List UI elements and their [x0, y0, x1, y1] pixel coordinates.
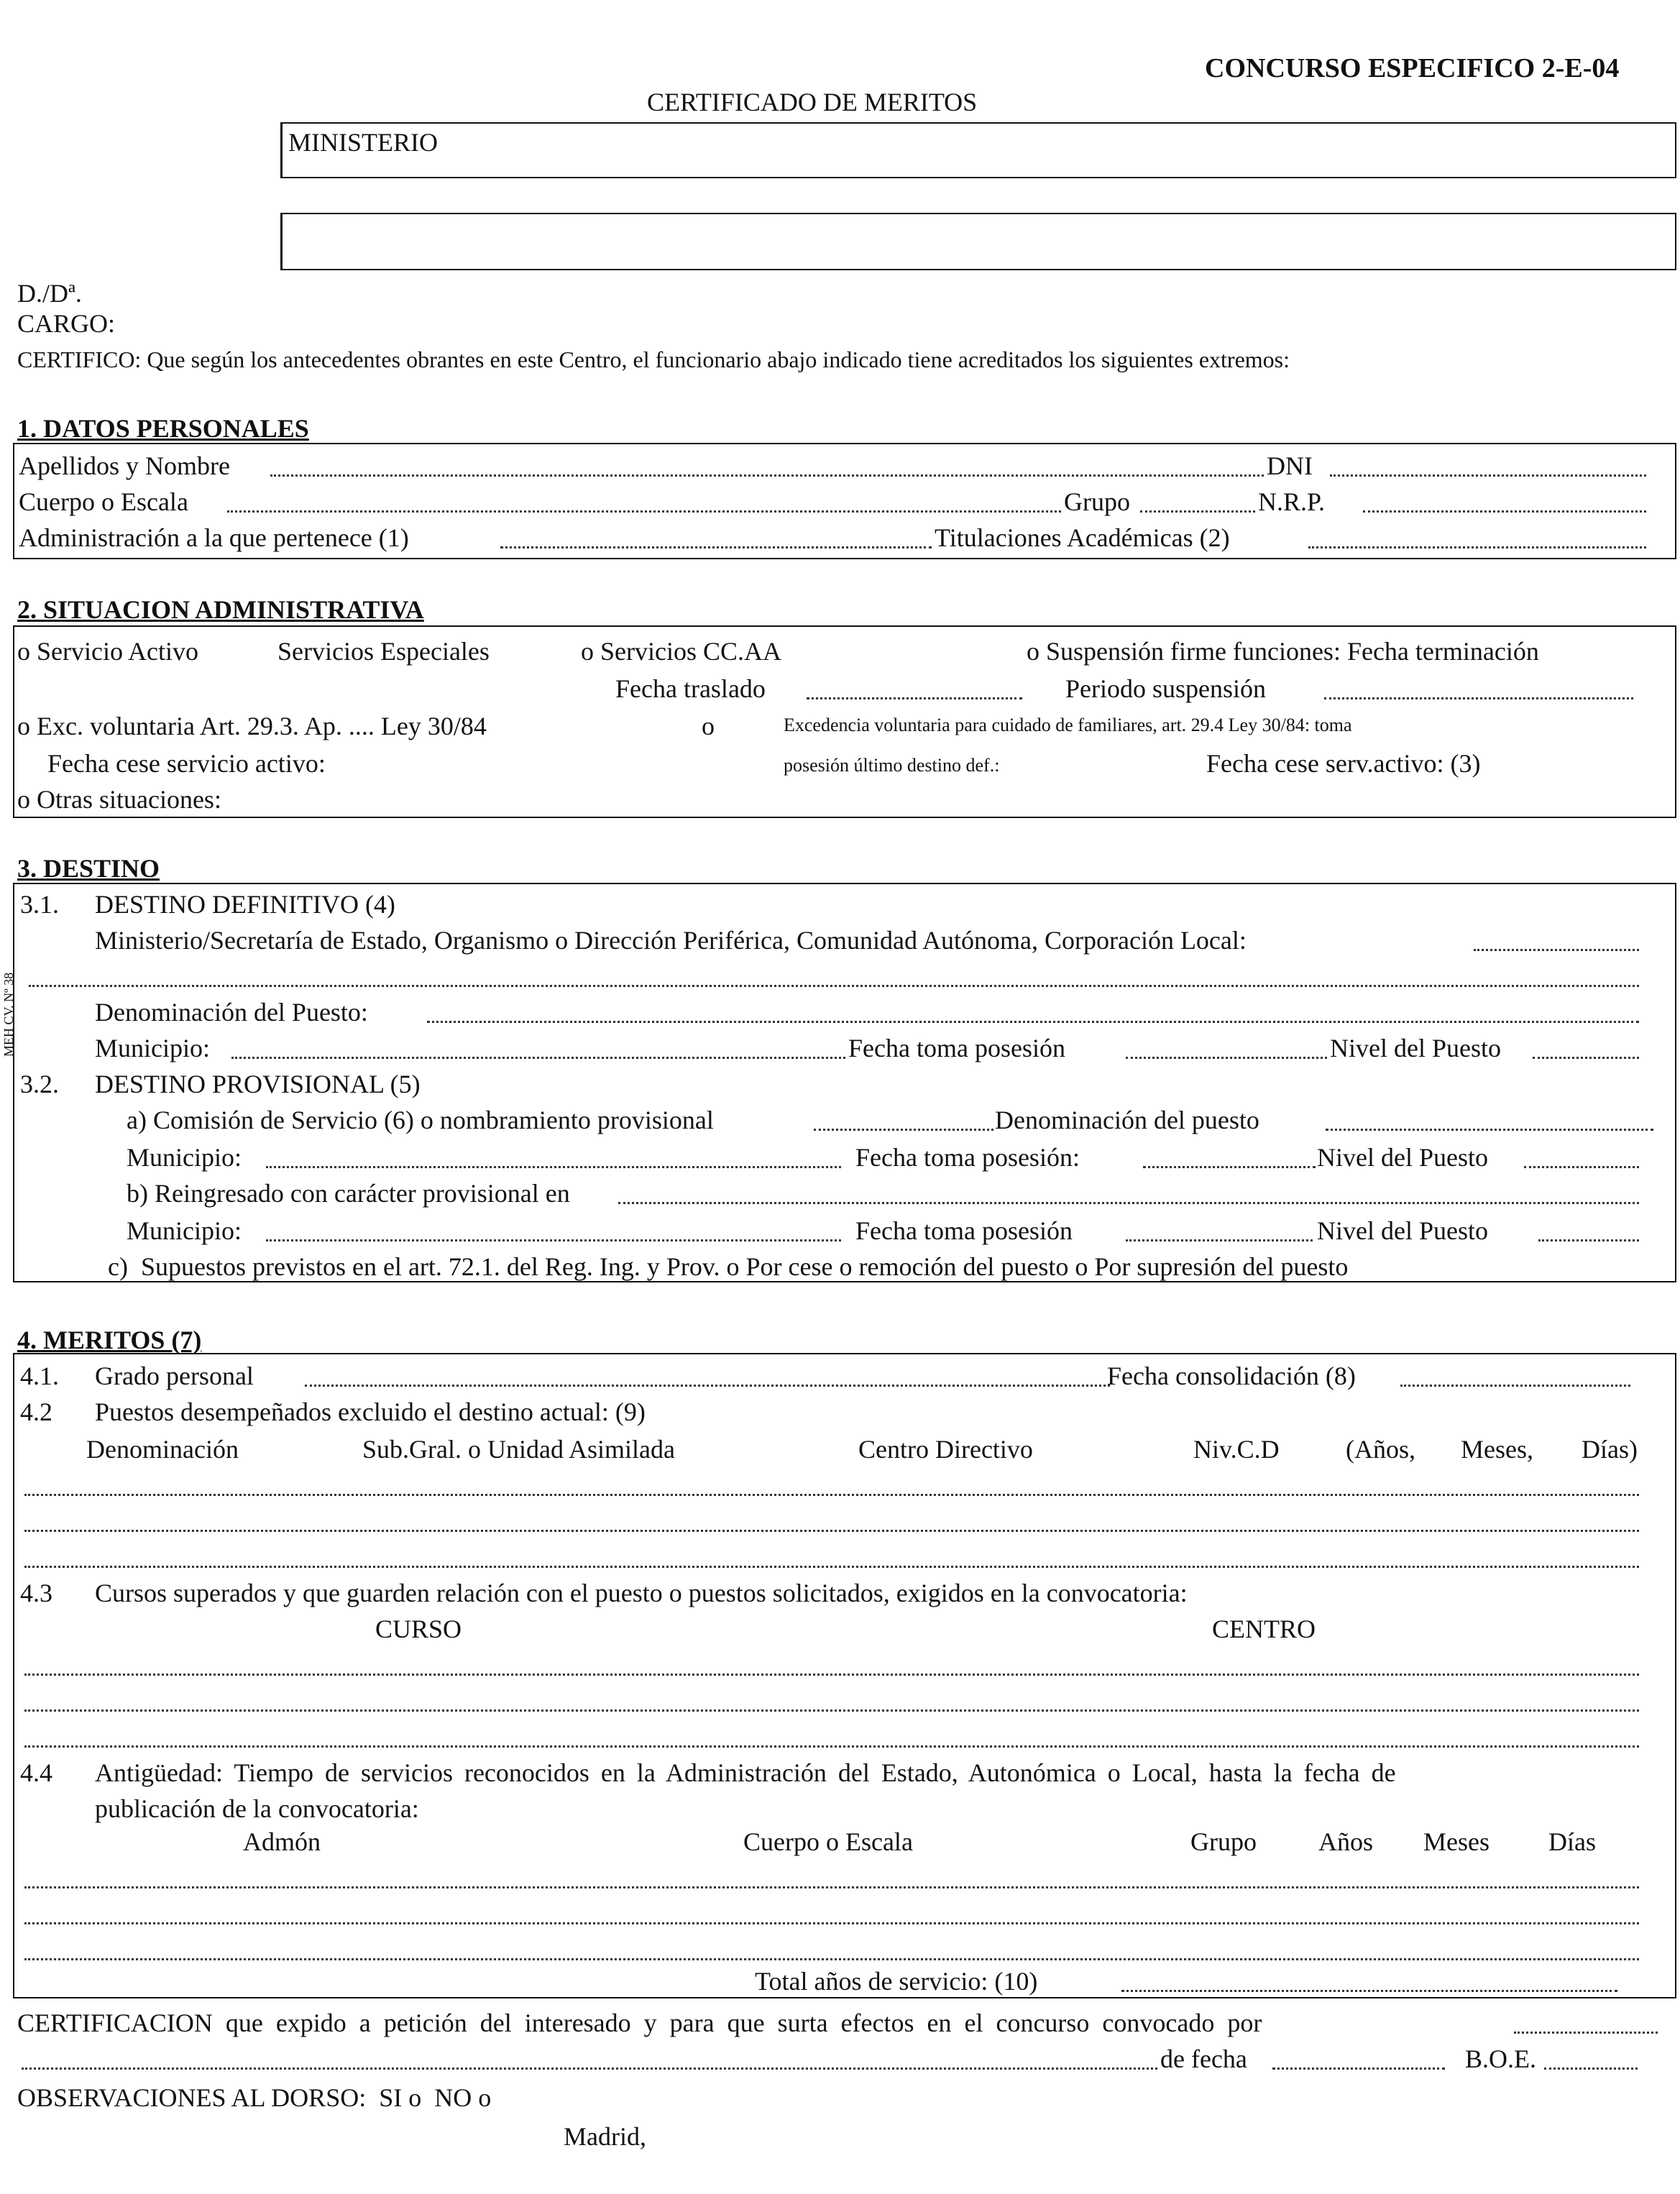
col-dias: Días) [1582, 1435, 1638, 1464]
col-meses: Meses, [1461, 1435, 1533, 1464]
municipio-label: Municipio: [95, 1034, 210, 1062]
de-fecha-field[interactable] [1272, 2067, 1445, 2070]
ministerio-organismo-field-2[interactable] [29, 985, 1639, 987]
excedencia-radio[interactable]: o [702, 712, 715, 740]
puestos-row-1[interactable] [24, 1494, 1639, 1496]
denominacion-provisional-field[interactable] [1326, 1129, 1653, 1131]
total-servicio-field[interactable] [1121, 1990, 1617, 1992]
nivel-puesto-b-label: Nivel del Puesto [1317, 1216, 1488, 1245]
page-title: CERTIFICADO DE MERITOS [647, 88, 978, 116]
admin-label: Administración a la que pertenece (1) [19, 523, 409, 552]
antiguedad-row-2[interactable] [24, 1922, 1639, 1924]
municipio-field[interactable] [231, 1057, 845, 1059]
organism-box[interactable] [280, 213, 1676, 270]
col-dias-2: Días [1548, 1827, 1596, 1856]
comision-field[interactable] [814, 1129, 993, 1131]
fecha-traslado-label: Fecha traslado [615, 674, 766, 703]
puestos-row-2[interactable] [24, 1530, 1639, 1532]
col-niv-cd: Niv.C.D [1193, 1435, 1280, 1464]
denominacion-puesto-field[interactable] [427, 1021, 1639, 1023]
ministerio-organismo-label: Ministerio/Secretaría de Estado, Organismo o Dirección Periférica, Comunidad Autónoma, Corporación Local: [95, 926, 1247, 955]
antiguedad-label: Antigüedad: Tiempo de servicios reconocidos en la Administración del Estado, Autonómica o Local, hasta la fecha de [95, 1758, 1396, 1787]
section-3-title: 3. DESTINO [17, 854, 160, 883]
convocado-por-field[interactable] [1514, 2032, 1658, 2034]
grupo-field[interactable] [1140, 510, 1255, 513]
boe-label: B.O.E. [1465, 2044, 1536, 2073]
certificacion-text: CERTIFICACION que expido a petición del interesado y para que surta efectos en el concurso convocado por [17, 2009, 1262, 2037]
nivel-puesto-a-label: Nivel del Puesto [1317, 1143, 1488, 1172]
n44-label: 4.4 [20, 1758, 52, 1787]
col-centro-directivo: Centro Directivo [858, 1435, 1033, 1464]
col-cuerpo-escala: Cuerpo o Escala [743, 1827, 913, 1856]
convocado-por-field-2[interactable] [22, 2067, 1157, 2070]
section-2-box [13, 625, 1676, 818]
reingresado-field[interactable] [618, 1202, 1639, 1204]
col-subgral: Sub.Gral. o Unidad Asimilada [362, 1435, 675, 1464]
municipio-b-label: Municipio: [127, 1216, 242, 1245]
col-meses-2: Meses [1423, 1827, 1489, 1856]
cursos-row-3[interactable] [24, 1745, 1639, 1748]
otras-situaciones-option[interactable]: o Otras situaciones: [17, 785, 221, 814]
n31-label: 3.1. [20, 890, 59, 919]
fecha-cese-serv-label: Fecha cese serv.activo: (3) [1206, 749, 1481, 778]
form-code: CONCURSO ESPECIFICO 2-E-04 [1205, 53, 1620, 83]
total-servicio-label: Total años de servicio: (10) [755, 1967, 1038, 1996]
cuerpo-label: Cuerpo o Escala [19, 487, 188, 516]
col-curso: CURSO [375, 1615, 462, 1643]
col-admon: Admón [243, 1827, 321, 1856]
dni-field[interactable] [1330, 474, 1646, 477]
section-4-box [13, 1353, 1676, 1998]
fecha-posesion-a-label: Fecha toma posesión: [855, 1143, 1080, 1172]
apellidos-field[interactable] [270, 474, 1264, 477]
servicios-especiales-option[interactable]: Servicios Especiales [277, 637, 490, 666]
supuestos-label: c) Supuestos previstos en el art. 72.1. del Reg. Ing. y Prov. o Por cese o remoción del puesto o Por supresión del puesto [108, 1252, 1349, 1281]
grupo-label: Grupo [1064, 487, 1130, 516]
section-2-title: 2. SITUACION ADMINISTRATIVA [17, 595, 424, 624]
puestos-label: Puestos desempeñados excluido el destino actual: (9) [95, 1397, 646, 1426]
n43-label: 4.3 [20, 1579, 52, 1607]
dni-label: DNI [1267, 451, 1313, 480]
margin-code: MEH CV. Nº 38 [1, 972, 16, 1057]
denominacion-provisional-label: Denominación del puesto [995, 1106, 1259, 1134]
servicios-ccaa-option[interactable]: o Servicios CC.AA [581, 637, 781, 666]
section-1-box [13, 443, 1676, 559]
grado-label: Grado personal [95, 1362, 254, 1390]
municipio-b-field[interactable] [266, 1239, 841, 1241]
apellidos-label: Apellidos y Nombre [19, 451, 230, 480]
consolidacion-label: Fecha consolidación (8) [1107, 1362, 1356, 1390]
destino-provisional-label: DESTINO PROVISIONAL (5) [95, 1070, 421, 1098]
suspension-option[interactable]: o Suspensión firme funciones: Fecha terminación [1027, 637, 1539, 666]
reingresado-label: b) Reingresado con carácter provisional en [127, 1179, 570, 1208]
cuerpo-field[interactable] [227, 510, 1061, 513]
excedencia-label: Excedencia voluntaria para cuidado de familiares, art. 29.4 Ley 30/84: toma [784, 715, 1352, 735]
admin-field[interactable] [500, 546, 932, 548]
titulaciones-field[interactable] [1308, 546, 1646, 548]
fecha-posesion-label: Fecha toma posesión [848, 1034, 1065, 1062]
ministerio-organismo-field[interactable] [1474, 949, 1639, 951]
col-denominacion: Denominación [86, 1435, 239, 1464]
publicacion-label: publicación de la convocatoria: [95, 1794, 419, 1823]
n41-label: 4.1. [20, 1362, 59, 1390]
nivel-puesto-label: Nivel del Puesto [1330, 1034, 1501, 1062]
nivel-puesto-a-field[interactable] [1524, 1166, 1639, 1168]
section-1-title: 1. DATOS PERSONALES [17, 414, 309, 443]
de-fecha-label: de fecha [1160, 2044, 1247, 2073]
fecha-posesion-b-label: Fecha toma posesión [855, 1216, 1073, 1245]
fecha-cese-label: Fecha cese servicio activo: [47, 749, 326, 778]
exc-voluntaria-option[interactable]: o Exc. voluntaria Art. 29.3. Ap. .... Ley 30/84 [17, 712, 487, 740]
nrp-field[interactable] [1363, 510, 1646, 513]
antiguedad-row-1[interactable] [24, 1886, 1639, 1888]
cursos-label: Cursos superados y que guarden relación con el puesto o puestos solicitados, exigidos en la convocatoria: [95, 1579, 1188, 1607]
cargo-label: CARGO: [17, 309, 116, 338]
section-4-title: 4. MERITOS (7) [17, 1326, 202, 1354]
nivel-puesto-b-field[interactable] [1538, 1239, 1639, 1241]
fecha-posesion-a-field[interactable] [1143, 1166, 1316, 1168]
antiguedad-row-3[interactable] [24, 1958, 1639, 1960]
nivel-puesto-field[interactable] [1533, 1057, 1639, 1059]
cursos-row-1[interactable] [24, 1674, 1639, 1676]
periodo-suspension-label: Periodo suspensión [1065, 674, 1266, 703]
nrp-label: N.R.P. [1258, 487, 1326, 516]
fecha-posesion-b-field[interactable] [1126, 1239, 1313, 1241]
madrid-label: Madrid, [564, 2122, 646, 2151]
observaciones-label[interactable]: OBSERVACIONES AL DORSO: SI o NO o [17, 2083, 492, 2112]
consolidacion-field[interactable] [1400, 1385, 1630, 1387]
fecha-posesion-field[interactable] [1126, 1057, 1327, 1059]
dd-label: D./Dª. [17, 279, 82, 308]
col-grupo: Grupo [1190, 1827, 1257, 1856]
servicio-activo-option[interactable]: o Servicio Activo [17, 637, 198, 666]
destino-definitivo-label: DESTINO DEFINITIVO (4) [95, 890, 395, 919]
col-centro: CENTRO [1212, 1615, 1316, 1643]
section-3-box [13, 883, 1676, 1282]
grado-field[interactable] [305, 1385, 1110, 1387]
puestos-row-3[interactable] [24, 1566, 1639, 1568]
n32-label: 3.2. [20, 1070, 59, 1098]
posesion-label: posesión último destino def.: [784, 755, 1000, 776]
boe-field[interactable] [1544, 2067, 1638, 2070]
n42-label: 4.2 [20, 1397, 52, 1426]
comision-label: a) Comisión de Servicio (6) o nombramiento provisional [127, 1106, 714, 1134]
cursos-row-2[interactable] [24, 1709, 1639, 1712]
col-anos-2: Años [1318, 1827, 1374, 1856]
municipio-a-label: Municipio: [127, 1143, 242, 1172]
fecha-traslado-field[interactable] [807, 697, 1022, 699]
titulaciones-label: Titulaciones Académicas (2) [935, 523, 1230, 552]
certifico-text: CERTIFICO: Que según los antecedentes obrantes en este Centro, el funcionario abajo indicado tiene acreditados los siguientes extremos: [17, 346, 1290, 372]
ministerio-box[interactable] [280, 122, 1676, 178]
municipio-a-field[interactable] [266, 1166, 841, 1168]
periodo-suspension-field[interactable] [1324, 697, 1633, 699]
ministerio-label: MINISTERIO [288, 128, 438, 157]
col-anos: (Años, [1346, 1435, 1415, 1464]
denominacion-puesto-label: Denominación del Puesto: [95, 998, 368, 1027]
